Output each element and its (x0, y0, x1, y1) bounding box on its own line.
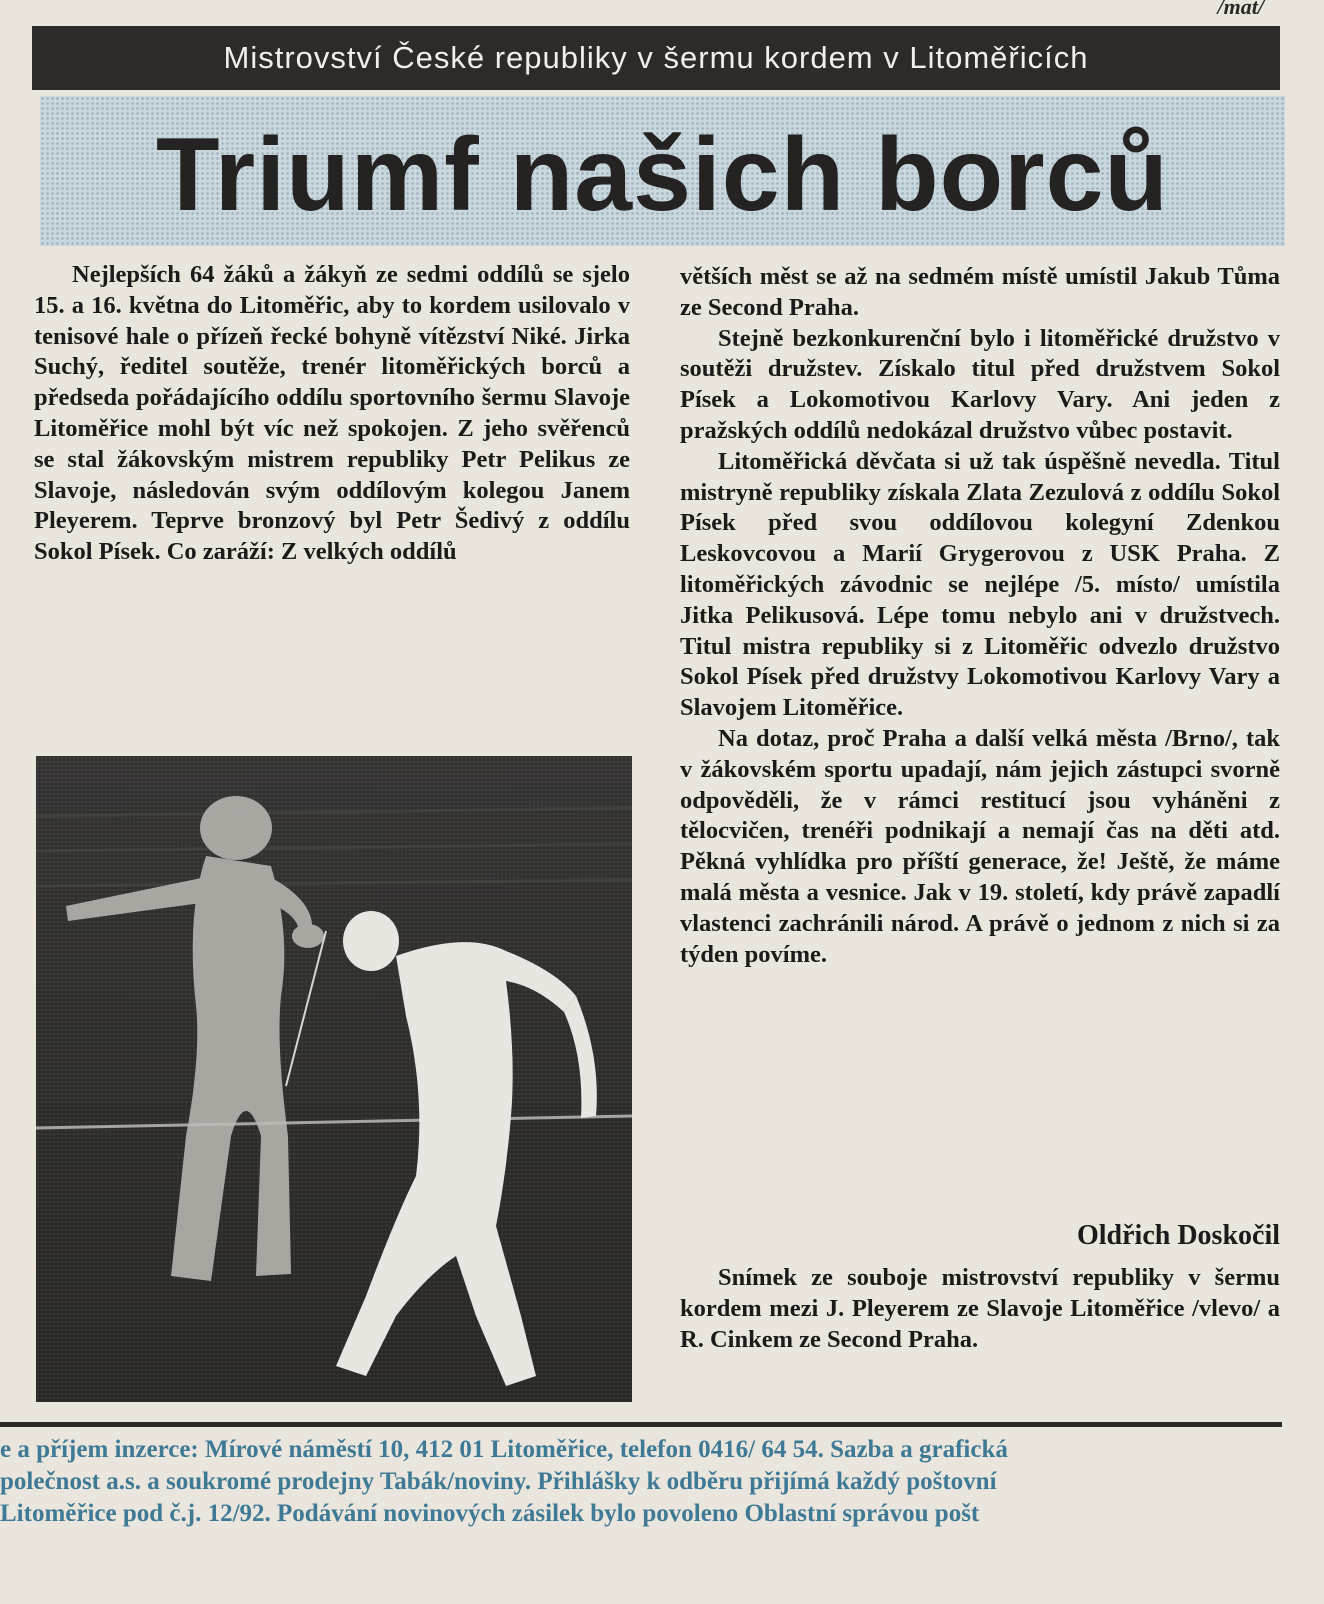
article-left-column (34, 260, 630, 568)
article-paragraph: Na dotaz, proč Praha a další velká města /Brno/, tak v žákovském sportu upadají, nám jejich zástupci svorně odpověděli, že v rámci restitucí jsou vyháněni z tělocvičen, trenéři podnikají a nemají čas na děti atd. Pěkná vyhlídka pro příští generace, že! Ještě, že máme malá města a vesnice. Jak v 19. století, kdy právě zapadlí vlastenci zachránili národ. A právě o jednom z nich si za týden povíme. (680, 724, 1280, 968)
article-paragraph: Litoměřická děvčata si už tak úspěšně nevedla. Titul mistryně republiky získala Zlata Zezulová z oddílu Sokol Písek před svou oddílovou kolegyní Zdenkou Leskovcovou a Marií Grygerovou z USK Praha. Z litoměřických závodnic se nejlépe /5. místo/ umístila Jitka Pelikusová. Lépe tomu nebylo ani v družstvech. Titul mistra republiky si z Litoměřic odvezlo družstvo Sokol Písek před družstvy Lokomotivou Karlovy Vary a Slavojem Litoměřice. (680, 447, 1280, 722)
photo-caption (680, 1262, 1280, 1355)
article-paragraph: větších měst se až na sedmém místě umístil Jakub Tůma ze Second Praha. (680, 263, 1280, 321)
article-paragraph: Stejně bezkonkurenční bylo i litoměřické družstvo v soutěži družstev. Získalo titul před družstvem Sokol Písek a Lokomotivou Karlovy Vary. Ani jeden z pražských oddílů nedokázal družstvo vůbec postavit. (680, 324, 1280, 444)
article-paragraph: Nejlepších 64 žáků a žákyň ze sedmi oddílů se sjelo 15. a 16. května do Litoměřic, aby to kordem usilovalo v tenisové hale o přízeň řecké bohyně vítězství Niké. Jirka Suchý, ředitel soutěže, trenér litoměřických borců a předseda pořádajícího oddílu sportovního šermu Slavoje Litoměřice mohl být víc než spokojen. Z jeho svěřenců se stal žákovským mistrem republiky Petr Pelikus ze Slavoje, následován svým oddílovým kolegou Janem Pleyerem. Teprve bronzový byl Petr Šedivý z oddílu Sokol Písek. Co zaráží: Z velkých oddílů (34, 261, 630, 566)
publisher-footer (0, 1434, 1290, 1530)
headline-box (40, 96, 1285, 246)
footer-line: Litoměřice pod č.j. 12/92. Podávání novinových zásilek bylo povoleno Oblastní správou pošt (0, 1500, 980, 1527)
kicker-banner: Mistrovství České republiky v šermu kordem v Litoměřicích (32, 26, 1280, 90)
corner-mark: /mat/ (1217, 0, 1264, 19)
divider-rule (0, 1422, 1282, 1427)
caption-text: Snímek ze souboje mistrovství republiky v šermu kordem mezi J. Pleyerem ze Slavoje Litoměřice /vlevo/ a R. Cinkem ze Second Praha. (680, 1264, 1280, 1353)
footer-line: polečnost a.s. a soukromé prodejny Tabák/noviny. Přihlášky k odběru přijímá každý poštovní (0, 1468, 997, 1495)
fencing-photo-illustration (36, 756, 632, 1402)
author-byline: Oldřich Doskočil (1076, 1220, 1280, 1251)
headline: Triumf našich borců (156, 116, 1169, 233)
article-right-column (680, 262, 1280, 970)
fencing-photo (36, 756, 632, 1402)
footer-line: e a příjem inzerce: Mírové náměstí 10, 412 01 Litoměřice, telefon 0416/ 64 54. Sazba a grafická (0, 1436, 1008, 1463)
